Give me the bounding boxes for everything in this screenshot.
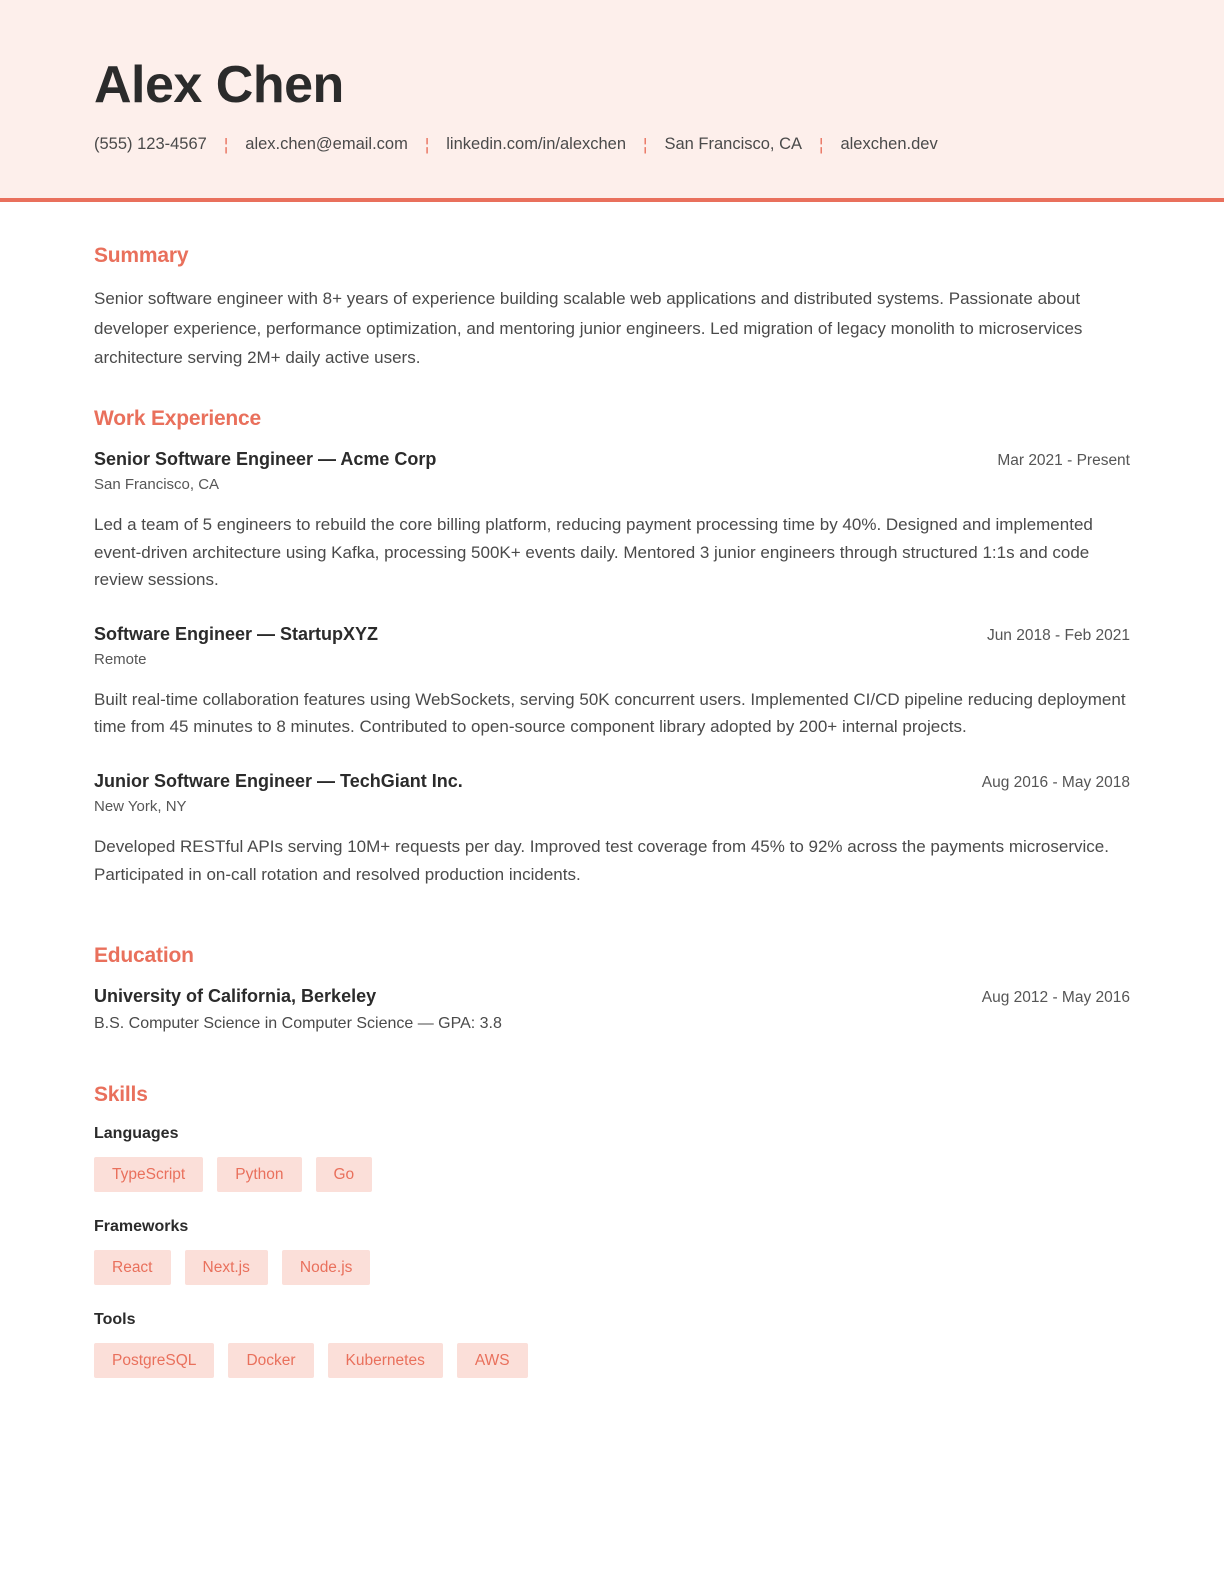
education-entry-header	[94, 986, 1130, 1007]
work-entry-header	[94, 624, 1130, 645]
skill-chip[interactable]: AWS	[457, 1343, 528, 1378]
skill-chip-row	[94, 1157, 1130, 1192]
education-degree-detail: B.S. Computer Science in Computer Science — GPA: 3.8	[94, 1015, 502, 1033]
section-work-experience	[94, 407, 1130, 888]
work-entry-dates: Aug 2016 - May 2018	[981, 773, 1130, 791]
section-heading-skills: Skills	[94, 1083, 148, 1107]
contact-item[interactable]: San Francisco, CA	[664, 134, 803, 153]
contact-separator-icon: ¦	[643, 134, 648, 154]
section-skills	[94, 1083, 1130, 1378]
skill-group-label: Frameworks	[94, 1218, 189, 1236]
work-entry	[94, 624, 1130, 741]
page-title: Alex Chen	[94, 56, 344, 114]
contact-info-row	[94, 135, 1130, 154]
work-entry	[94, 449, 1130, 594]
contact-separator-icon: ¦	[819, 134, 824, 154]
work-entry-header	[94, 449, 1130, 470]
skill-chip[interactable]: Next.js	[185, 1250, 268, 1285]
work-entry	[94, 771, 1130, 888]
skill-chip[interactable]: Python	[217, 1157, 301, 1192]
skill-chip[interactable]: Kubernetes	[328, 1343, 443, 1378]
skill-chip[interactable]: TypeScript	[94, 1157, 203, 1192]
work-entry-title: Software Engineer — StartupXYZ	[94, 623, 379, 644]
contact-item[interactable]: linkedin.com/in/alexchen	[446, 134, 627, 153]
work-entry-title: Junior Software Engineer — TechGiant Inc.	[94, 770, 463, 791]
work-entry-description: Built real-time collaboration features using WebSockets, serving 50K concurrent users. Implemented CI/CD pipeline reducing deployment time from 45 minutes to 8 minutes. Contributed to open-source component library adopted by 200+ internal projects.	[94, 689, 1126, 737]
work-entry-location: New York, NY	[94, 797, 187, 815]
work-entry-dates: Mar 2021 - Present	[997, 452, 1130, 470]
contact-separator-icon: ¦	[424, 134, 430, 154]
work-entry-location: Remote	[94, 650, 147, 668]
skill-group	[94, 1125, 1130, 1192]
skill-chip[interactable]: Go	[316, 1157, 373, 1192]
section-heading-summary: Summary	[94, 243, 189, 267]
skill-chip-row	[94, 1343, 1130, 1378]
section-summary	[94, 244, 1130, 374]
section-education	[94, 944, 1130, 1033]
resume-body	[0, 202, 1224, 1473]
work-entry-header	[94, 771, 1130, 792]
skill-chip[interactable]: Docker	[228, 1343, 313, 1378]
skill-group-label: Languages	[94, 1125, 179, 1143]
skill-chip[interactable]: PostgreSQL	[94, 1343, 214, 1378]
section-heading-education: Education	[94, 944, 194, 968]
skill-chip[interactable]: Node.js	[282, 1250, 371, 1285]
work-entry-dates: Jun 2018 - Feb 2021	[986, 626, 1130, 644]
work-entry-description: Led a team of 5 engineers to rebuild the core billing platform, reducing payment processing time by 40%. Designed and implemented event-driven architecture using Kafka, processing 500K+ events daily. Mentored 3 junior engineers through structured 1:1s and code review sessions.	[94, 515, 1093, 590]
skill-group	[94, 1311, 1130, 1378]
contact-item[interactable]: alex.chen@email.com	[245, 134, 408, 153]
skill-group-label: Tools	[94, 1311, 136, 1329]
work-entry-list	[94, 449, 1130, 888]
contact-item[interactable]: (555) 123-4567	[94, 134, 207, 153]
skill-group-list	[94, 1125, 1130, 1378]
education-entry-dates: Aug 2012 - May 2016	[981, 989, 1130, 1007]
skill-group	[94, 1218, 1130, 1285]
contact-item[interactable]: alexchen.dev	[840, 134, 938, 153]
skill-chip-row	[94, 1250, 1130, 1285]
work-entry-location: San Francisco, CA	[94, 476, 220, 494]
education-entry	[94, 986, 1130, 1033]
work-entry-description: Developed RESTful APIs serving 10M+ requests per day. Improved test coverage from 45% to 92% across the payments microservice. Participated in on-call rotation and resolved production incidents.	[94, 836, 1109, 884]
education-entry-list	[94, 986, 1130, 1033]
summary-text: Senior software engineer with 8+ years of experience building scalable web applications and distributed systems. Passionate about developer experience, performance optimization, and mentoring junior engineers. Led migration of legacy monolith to microservices architecture serving 2M+ daily active users.	[94, 288, 1083, 368]
section-heading-work-experience: Work Experience	[94, 407, 262, 431]
resume-header	[0, 0, 1224, 202]
education-school-name: University of California, Berkeley	[94, 986, 377, 1007]
work-entry-title: Senior Software Engineer — Acme Corp	[94, 449, 437, 470]
contact-separator-icon: ¦	[223, 134, 229, 154]
skill-chip[interactable]: React	[94, 1250, 171, 1285]
